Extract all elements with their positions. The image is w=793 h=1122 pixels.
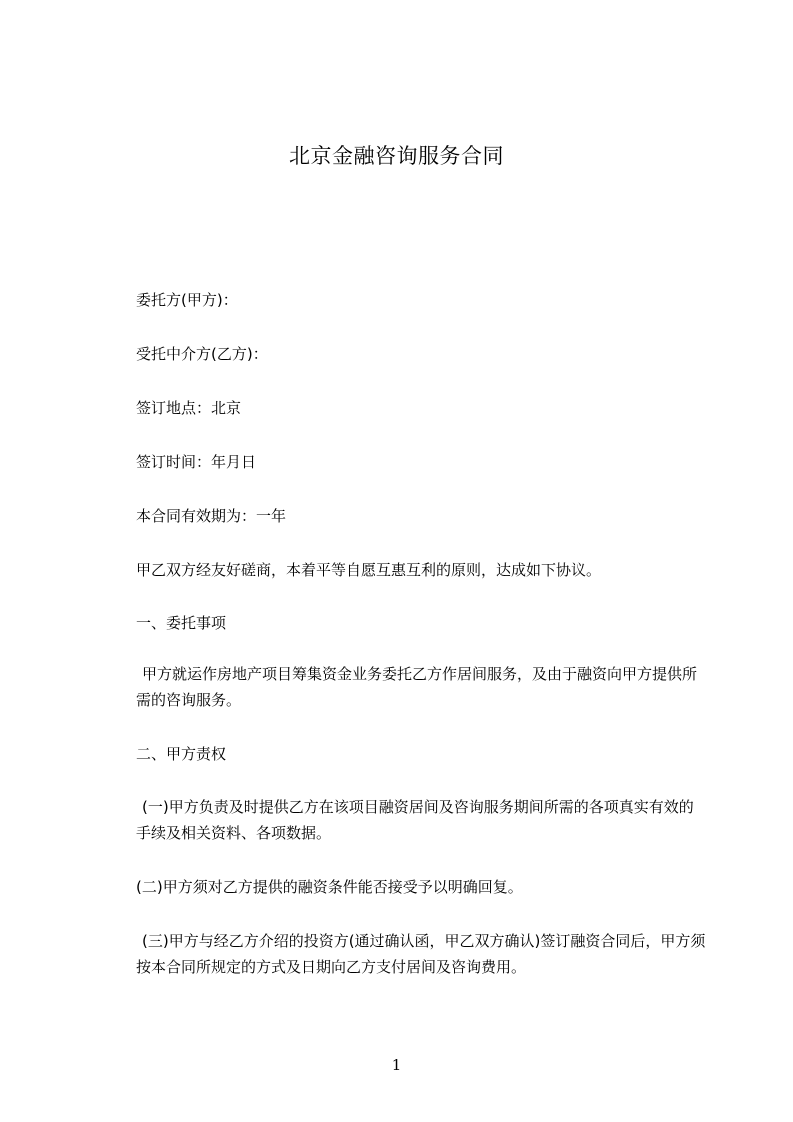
section-1-heading: 一、委托事项: [136, 614, 227, 632]
field-signing-place: 签订地点：北京: [136, 399, 242, 417]
section-1-body: 甲方就运作房地产项目筹集资金业务委托乙方作居间服务，及由于融资向甲方提供所需的咨询服务。: [136, 665, 698, 709]
field-agent: 受托中介方(乙方)：: [136, 345, 268, 363]
field-client: 委托方(甲方)：: [136, 291, 238, 309]
field-signing-date: 签订时间：年月日: [136, 453, 257, 471]
section-2-item-2: (二)甲方须对乙方提供的融资条件能否接受予以明确回复。: [136, 878, 523, 896]
page-number: 1: [391, 1056, 402, 1074]
section-2-item-3: (三)甲方与经乙方介绍的投资方(通过确认函，甲乙双方确认)签订融资合同后，甲方须按本合同所规定的方式及日期向乙方支付居间及咨询费用。: [136, 932, 706, 976]
intro-paragraph: 甲乙双方经友好磋商，本着平等自愿互惠互利的原则，达成如下协议。: [136, 561, 602, 579]
field-validity: 本合同有效期为：一年: [136, 507, 287, 525]
section-2-heading: 二、甲方责权: [136, 745, 227, 763]
section-2-item-1: (一)甲方负责及时提供乙方在该项目融资居间及咨询服务期间所需的各项真实有效的手续及相关资料、各项数据。: [136, 798, 694, 842]
document-title: 北京金融咨询服务合同: [289, 144, 504, 168]
